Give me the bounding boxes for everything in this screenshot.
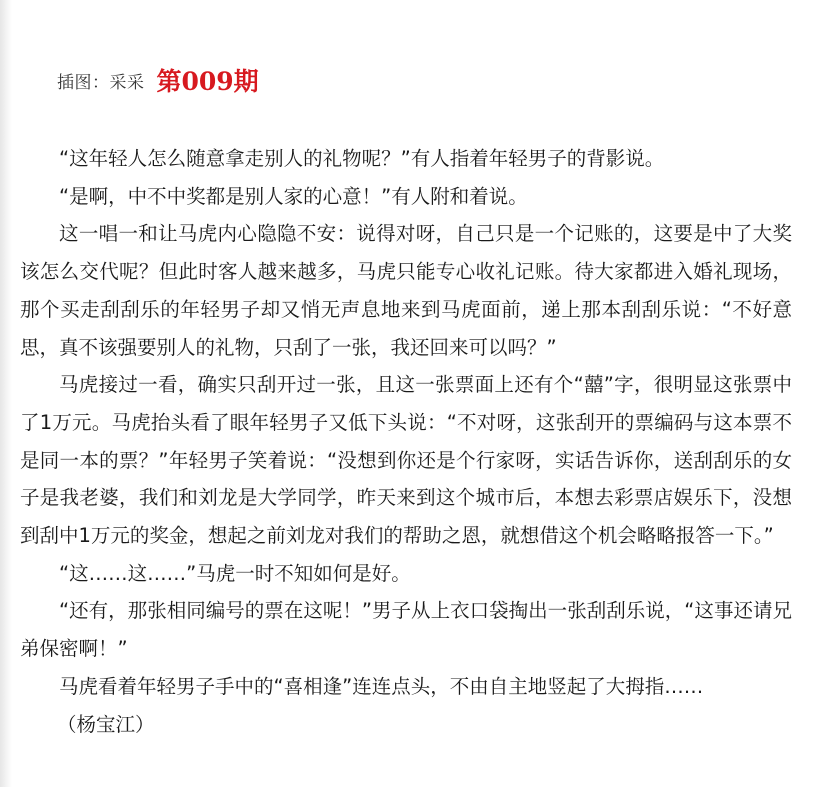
paragraph: “还有，那张相同编号的票在这呢！”男子从上衣口袋掏出一张刮刮乐说，“这事还请兄弟保密啊！” bbox=[20, 599, 792, 661]
article-header bbox=[57, 62, 259, 98]
paragraph: 马虎看着年轻男子手中的“喜相逢”连连点头，不由自主地竖起了大拇指…… bbox=[59, 674, 704, 698]
article-body bbox=[20, 140, 792, 743]
issue-number: 第009期 bbox=[156, 67, 259, 96]
paragraph: “是啊，中不中奖都是别人家的心意！”有人附和着说。 bbox=[59, 184, 528, 208]
page-edge-shadow bbox=[0, 0, 12, 787]
illustration-credit: 插图：采采 bbox=[57, 72, 145, 93]
paragraph: “这……这……”马虎一时不知如何是好。 bbox=[59, 561, 411, 585]
paragraph: 马虎接过一看，确实只刮开过一张，且这一张票面上还有个“囍”字，很明显这张票中了1万元。马虎抬头看了眼年轻男子又低下头说：“不对呀，这张刮开的票编码与这本票不是同一本的票？”年轻男子笑着说：“没想到你还是个行家呀，实话告诉你，送刮刮乐的女子是我老婆，我们和刘龙是大学同学，昨天来到这个城市后，本想去彩票店娱乐下，没想到刮中1万元的奖金，想起之前刘龙对我们的帮助之恩，就想借这个机会略略报答一下。” bbox=[20, 373, 792, 548]
paragraph: “这年轻人怎么随意拿走别人的礼物呢？”有人指着年轻男子的背影说。 bbox=[59, 147, 665, 170]
author-byline: （杨宝江） bbox=[57, 712, 155, 736]
paragraph: 这一唱一和让马虎内心隐隐不安：说得对呀，自己只是一个记账的，这要是中了大奖该怎么交代呢？但此时客人越来越多，马虎只能专心收礼记账。待大家都进入婚礼现场，那个买走刮刮乐的年轻男子却又悄无声息地来到马虎面前，递上那本刮刮乐说：“不好意思，真不该强要别人的礼物，只刮了一张，我还回来可以吗？” bbox=[20, 222, 792, 359]
